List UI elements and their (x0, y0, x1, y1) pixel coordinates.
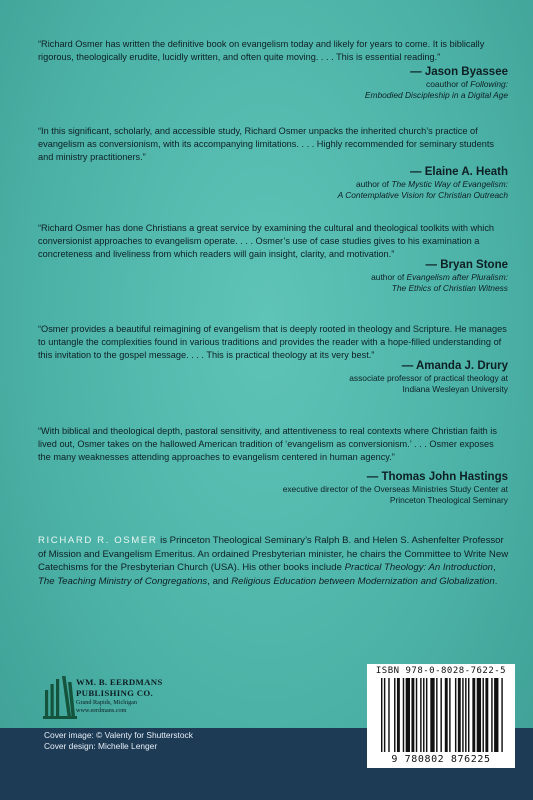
isbn-number: ISBN 978-0-8028-7622-5 (375, 666, 507, 676)
author-name: RICHARD R. OSMER (38, 535, 158, 546)
endorser-credential: Princeton Theological Seminary (389, 495, 508, 505)
endorsement-3 (38, 222, 508, 294)
endorser-credential: executive director of the Overseas Ministries Study Center at (282, 484, 508, 494)
endorser-name: — Jason Byassee (410, 66, 508, 78)
barcode-bar (501, 678, 502, 752)
barcode-bar (440, 678, 441, 752)
endorser-name: — Thomas John Hastings (366, 471, 508, 483)
barcode-bar (472, 678, 475, 752)
book-title: Religious Education between Modernization and Globalization (231, 575, 495, 587)
barcode-bar (394, 678, 395, 752)
endorser-credential: The Ethics of Christian Witness (391, 283, 508, 293)
endorser-name: — Bryan Stone (425, 259, 508, 271)
barcode-bar (483, 678, 484, 752)
barcode-bar (420, 678, 421, 752)
barcode-bar (388, 678, 389, 752)
barcode-bar (384, 678, 385, 752)
endorser-credential: associate professor of practical theology at (349, 373, 508, 383)
barcode-bar (449, 678, 450, 752)
endorser-credential: Embodied Discipleship in a Digital Age (364, 90, 508, 100)
ean-number: 9 780802 876225 (391, 754, 491, 765)
endorser-credential: coauthor of Following: (426, 79, 508, 89)
barcode-bar (430, 678, 434, 752)
cover-image-credit: Cover image: © Valenty for Shutterstock (44, 730, 193, 740)
barcode-icon (375, 678, 507, 754)
barcode-bar (491, 678, 492, 752)
barcode-bar (445, 678, 448, 752)
barcode-bar (494, 678, 498, 752)
endorsement-quote: “Richard Osmer has done Christians a great service by examining the cultural and theological toolkits with which conversionist approaches to evangelism operate. . . . Osmer’s use of case studies gives to his examination a concreteness and liveliness from which readers will gain insight, clarity, and motivation.” (38, 223, 495, 259)
barcode-bar (436, 678, 437, 752)
publisher-name: WM. B. EERDMANS PUBLISHING CO. Grand Rapids, Michigan www.eerdmans.com (76, 677, 163, 714)
barcode-bar (406, 678, 410, 752)
endorser-credential: author of Evangelism after Pluralism: (371, 272, 508, 282)
endorser-name: — Elaine A. Heath (410, 166, 508, 178)
endorser-credential: A Contemplative Vision for Christian Outreach (337, 190, 508, 200)
endorsement-quote: “Osmer provides a beautiful reimagining of evangelism that is deeply rooted in theology and Scripture. He manages to untangle the complexities found in various traditions and provides the reader with a hope-filled understanding of this invitation to the gospel message. . . . This is practical theology at its very best.” (38, 324, 507, 360)
author-bio: RICHARD R. OSMER is Princeton Theological Seminary’s Ralph B. and Helen S. Ashenfelter Professor of Mission and Evangelism Emeritus. An ordained Presbyterian minister, he chairs the Committee to Write New Catechisms for the Presbyterian Church (USA). His other books include Practical Theology: An Introduction, The Teaching Ministry of Congregations, and Religious Education between Modernization and Globalization. (38, 535, 509, 587)
barcode-bar (397, 678, 400, 752)
cover-credits (44, 730, 193, 752)
barcode-bar (468, 678, 469, 752)
barcode-bar (477, 678, 481, 752)
endorser-credential: author of The Mystic Way of Evangelism: (355, 179, 508, 189)
endorsement-quote: “With biblical and theological depth, pastoral sensitivity, and attentiveness to real contexts where Christian faith is lived out, Osmer takes on the hallowed American tradition of ‘evangelism as conversionism.’ . . . Osmer exposes the many weaknesses attending approaches to evangelism centered in human agency.” (38, 426, 497, 462)
barcode-bar (403, 678, 404, 752)
endorser-credential: Indiana Wesleyan University (402, 384, 508, 394)
barcode-bar (423, 678, 424, 752)
barcode-bar (485, 678, 488, 752)
barcode-bar (416, 678, 417, 752)
endorsement-2 (38, 125, 508, 201)
barcode-bar (411, 678, 414, 752)
barcode-bar (458, 678, 461, 752)
isbn-barcode (367, 664, 515, 768)
cover-design-credit: Cover design: Michelle Lenger (44, 741, 158, 751)
endorsement-quote: “Richard Osmer has written the definitive book on evangelism today and likely for years to come. It is biblically rigorous, theologically erudite, lucidly written, and often quite moving. . . . This is essential reading.” (38, 39, 485, 62)
endorsement-1 (38, 38, 508, 101)
endorsement-5 (38, 425, 508, 506)
book-title: The Teaching Ministry of Congregations (38, 575, 208, 587)
barcode-bar (381, 678, 382, 752)
barcode-bar (465, 678, 466, 752)
endorsement-quote: “In this significant, scholarly, and accessible study, Richard Osmer unpacks the inherited church’s practice of evangelism as conversionism, with its accompanying limitations. . . . Highly recommended for seminary students and ministry practitioners.” (38, 126, 494, 162)
barcode-bar (462, 678, 463, 752)
barcode-bar (455, 678, 456, 752)
book-title: Practical Theology: An Introduction (344, 562, 494, 574)
endorsement-4 (38, 323, 508, 395)
endorser-name: — Amanda J. Drury (401, 360, 508, 372)
barcode-bar (426, 678, 427, 752)
